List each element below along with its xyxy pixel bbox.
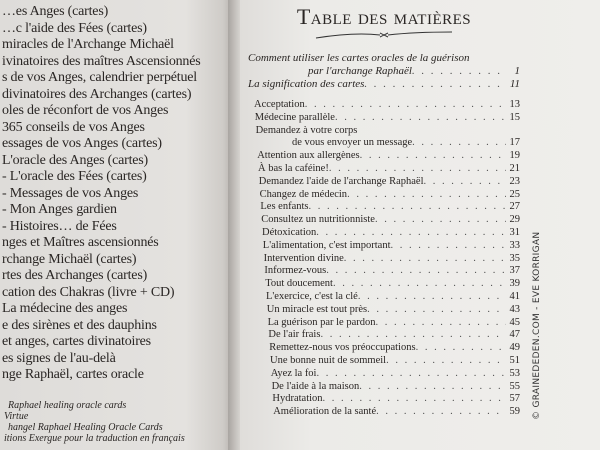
toc-entry-line — [248, 52, 520, 65]
toc-entry-text: Hydratation — [272, 393, 323, 405]
toc-entry — [248, 317, 520, 330]
leader-dots — [364, 78, 506, 91]
book-title-line: es signes de l'au-delà — [2, 350, 116, 366]
leader-dots — [367, 304, 506, 317]
toc-page-number: 19 — [509, 150, 520, 162]
toc-entry-text: Comment utiliser les cartes oracles de la guérison — [248, 52, 470, 64]
toc-entry — [248, 278, 520, 291]
toc-page-number: 53 — [509, 367, 520, 379]
toc-page-number: 23 — [509, 175, 520, 187]
toc-page-number: 13 — [509, 99, 520, 110]
toc-entry — [248, 112, 520, 125]
toc-page-number: 17 — [509, 137, 520, 149]
toc-entry — [248, 214, 520, 227]
toc-entry — [248, 381, 520, 394]
toc-entry-text: Une bonne nuit de sommeil — [270, 354, 387, 366]
toc-page-number: 51 — [509, 354, 520, 366]
toc-entry-text: Changez de médecin — [259, 188, 348, 200]
toc-page-number: 41 — [509, 290, 520, 302]
toc-entry — [248, 137, 520, 150]
toc-entry-text: Ayez la foi — [270, 367, 317, 379]
toc-entry — [248, 329, 520, 342]
leader-dots — [359, 381, 506, 394]
book-title-line: oles de réconfort de vos Anges — [2, 103, 169, 118]
toc-entry — [248, 176, 520, 189]
page-title: Table des matières — [296, 4, 472, 29]
toc-page-number: 39 — [509, 278, 520, 290]
note-line: itions Exergue pour la traduction en français — [4, 433, 185, 444]
toc-entry — [248, 291, 520, 304]
toc-entry — [248, 265, 520, 278]
toc-page-number: 49 — [509, 342, 520, 354]
book-title-line: - Messages de vos Anges — [2, 185, 139, 201]
toc-page-number: 29 — [509, 214, 520, 226]
toc-entry — [248, 368, 520, 381]
toc-page-number: 15 — [509, 111, 520, 123]
toc-entry-text: Demandez à votre corps — [255, 124, 358, 136]
book-title-line: La médecine des anges — [2, 301, 128, 316]
book-title-line: miracles de l'Archange Michaël — [2, 37, 174, 52]
toc-page-number: 11 — [509, 78, 520, 90]
leader-dots — [375, 317, 506, 330]
leader-dots — [333, 278, 506, 291]
toc-entry-text: Informez-vous — [264, 265, 327, 277]
toc-page-number: 27 — [509, 201, 520, 213]
leader-dots — [316, 227, 506, 240]
toc-entry — [248, 150, 520, 163]
book-title-line: et anges, cartes divinatoires — [2, 334, 151, 349]
toc-entry-text: De l'air frais — [268, 329, 321, 341]
toc-entry — [248, 189, 520, 202]
leader-dots — [323, 393, 506, 406]
toc-page-number: 57 — [509, 393, 520, 405]
leader-dots — [305, 99, 506, 112]
toc-entry — [248, 78, 520, 91]
toc-entry — [248, 406, 520, 419]
toc-entry — [248, 227, 520, 240]
book-title-line: - L'oracle des Fées (cartes) — [2, 169, 147, 184]
toc-entry — [248, 201, 520, 214]
toc-entry — [248, 240, 520, 253]
leader-dots — [335, 112, 506, 125]
leader-dots — [358, 291, 506, 304]
book-title-line: …c l'aide des Fées (cartes) — [2, 20, 147, 36]
leader-dots — [391, 240, 506, 253]
leader-dots — [412, 65, 506, 78]
toc-intro — [248, 52, 520, 91]
toc-page-number: 25 — [509, 188, 520, 200]
toc-entry-text: Médecine parallèle — [254, 111, 335, 123]
leader-dots — [329, 163, 506, 176]
book-title-line: rtes des Archanges (cartes) — [2, 268, 148, 283]
toc-entry-text: La guérison par le pardon — [267, 316, 376, 328]
leader-dots — [320, 329, 506, 342]
leader-dots — [326, 265, 506, 278]
toc-entry-text: Amélioration de la santé — [273, 406, 377, 418]
table-of-contents — [248, 4, 520, 419]
toc-entry — [248, 342, 520, 355]
right-page — [240, 0, 600, 450]
book-title-line: - Histoires… de Fées — [2, 218, 117, 234]
watermark: © GRAINEDEDEN.COM - EVE KORRIGAN — [532, 231, 542, 420]
toc-entry-text: De l'aide à la maison — [271, 380, 360, 392]
note-line: Virtue — [4, 411, 29, 422]
copyright-notes — [4, 400, 228, 444]
toc-entry-text: Consultez un nutritionniste — [261, 214, 375, 226]
book-title-line: e des sirènes et des dauphins — [2, 317, 157, 333]
toc-entries — [248, 99, 520, 419]
toc-entry-text: À bas la caféine! — [258, 162, 329, 174]
toc-entry — [248, 65, 520, 78]
toc-entry-text: L'alimentation, c'est important — [262, 239, 391, 251]
book-title-line: 365 conseils de vos Anges — [2, 119, 145, 135]
toc-entry-text: par l'archange Raphaël — [308, 65, 412, 77]
toc-entry-text: Tout doucement — [265, 278, 333, 290]
toc-entry-text: Les enfants — [260, 201, 309, 213]
toc-entry — [248, 163, 520, 176]
book-title-line: nges et Maîtres ascensionnés — [2, 235, 159, 250]
book-title-line: s de vos Anges, calendrier perpétuel — [2, 70, 197, 85]
book-title-line: L'oracle des Anges (cartes) — [2, 152, 148, 168]
toc-entry — [248, 355, 520, 368]
toc-entry-text: Détoxication — [262, 226, 317, 238]
leader-dots — [412, 137, 506, 150]
leader-dots — [344, 253, 506, 266]
book-title-line: divinatoires des Archanges (cartes) — [2, 86, 192, 102]
toc-page-number: 31 — [509, 226, 520, 238]
toc-page-number: 43 — [509, 303, 520, 315]
book-title-line: - Mon Anges gardien — [2, 202, 117, 217]
toc-entry-text: Acceptation — [254, 99, 305, 110]
note-line: hangel Raphael Healing Oracle Cards — [8, 422, 163, 433]
leader-dots — [416, 342, 506, 355]
toc-entry-text: Demandez l'aide de l'archange Raphaël — [258, 175, 424, 187]
leader-dots — [309, 201, 507, 214]
toc-entry — [248, 304, 520, 317]
book-title-line: essages de vos Anges (cartes) — [2, 136, 162, 151]
book-list — [2, 4, 228, 384]
toc-page-number: 21 — [509, 162, 520, 174]
leader-dots — [386, 355, 506, 368]
book-title-line: cation des Chakras (livre + CD) — [2, 284, 175, 300]
note-line: Raphael healing oracle cards — [8, 400, 127, 411]
book-title-line: …es Anges (cartes) — [2, 4, 109, 19]
toc-page-number: 55 — [509, 380, 520, 392]
toc-entry-text: Attention aux allergènes — [257, 150, 360, 162]
leader-dots — [347, 189, 506, 202]
toc-entry-text: La signification des cartes — [248, 78, 365, 90]
leader-dots — [375, 214, 506, 227]
toc-entry-text: Intervention divine — [263, 252, 344, 264]
toc-page-number: 1 — [514, 65, 520, 77]
toc-entry — [248, 99, 520, 112]
toc-entry-text: Un miracle est tout près — [266, 303, 368, 315]
toc-page-number: 59 — [509, 406, 520, 418]
toc-page-number: 35 — [509, 252, 520, 264]
toc-entry-text: L'exercice, c'est la clé — [266, 290, 358, 302]
leader-dots — [376, 406, 506, 419]
leader-dots — [424, 176, 507, 189]
toc-entry — [248, 393, 520, 406]
toc-entry-text: de vous envoyer un message — [292, 137, 413, 149]
left-page — [0, 0, 232, 450]
toc-entry-line — [248, 125, 520, 138]
toc-page-number: 33 — [509, 239, 520, 251]
book-title-line: nge Raphaël, cartes oracle — [2, 367, 144, 382]
book-title-line: rchange Michaël (cartes) — [2, 251, 137, 267]
leader-dots — [360, 150, 506, 163]
toc-page-number: 45 — [509, 316, 520, 328]
toc-page-number: 47 — [509, 329, 520, 341]
toc-entry-text: Remettez-nous vos préoccupations — [269, 342, 416, 354]
book-title-line: ivinatoires des maîtres Ascensionnés — [2, 53, 201, 69]
leader-dots — [316, 368, 506, 381]
ornament-divider-icon — [314, 30, 454, 40]
toc-entry — [248, 253, 520, 266]
toc-page-number: 37 — [509, 265, 520, 277]
